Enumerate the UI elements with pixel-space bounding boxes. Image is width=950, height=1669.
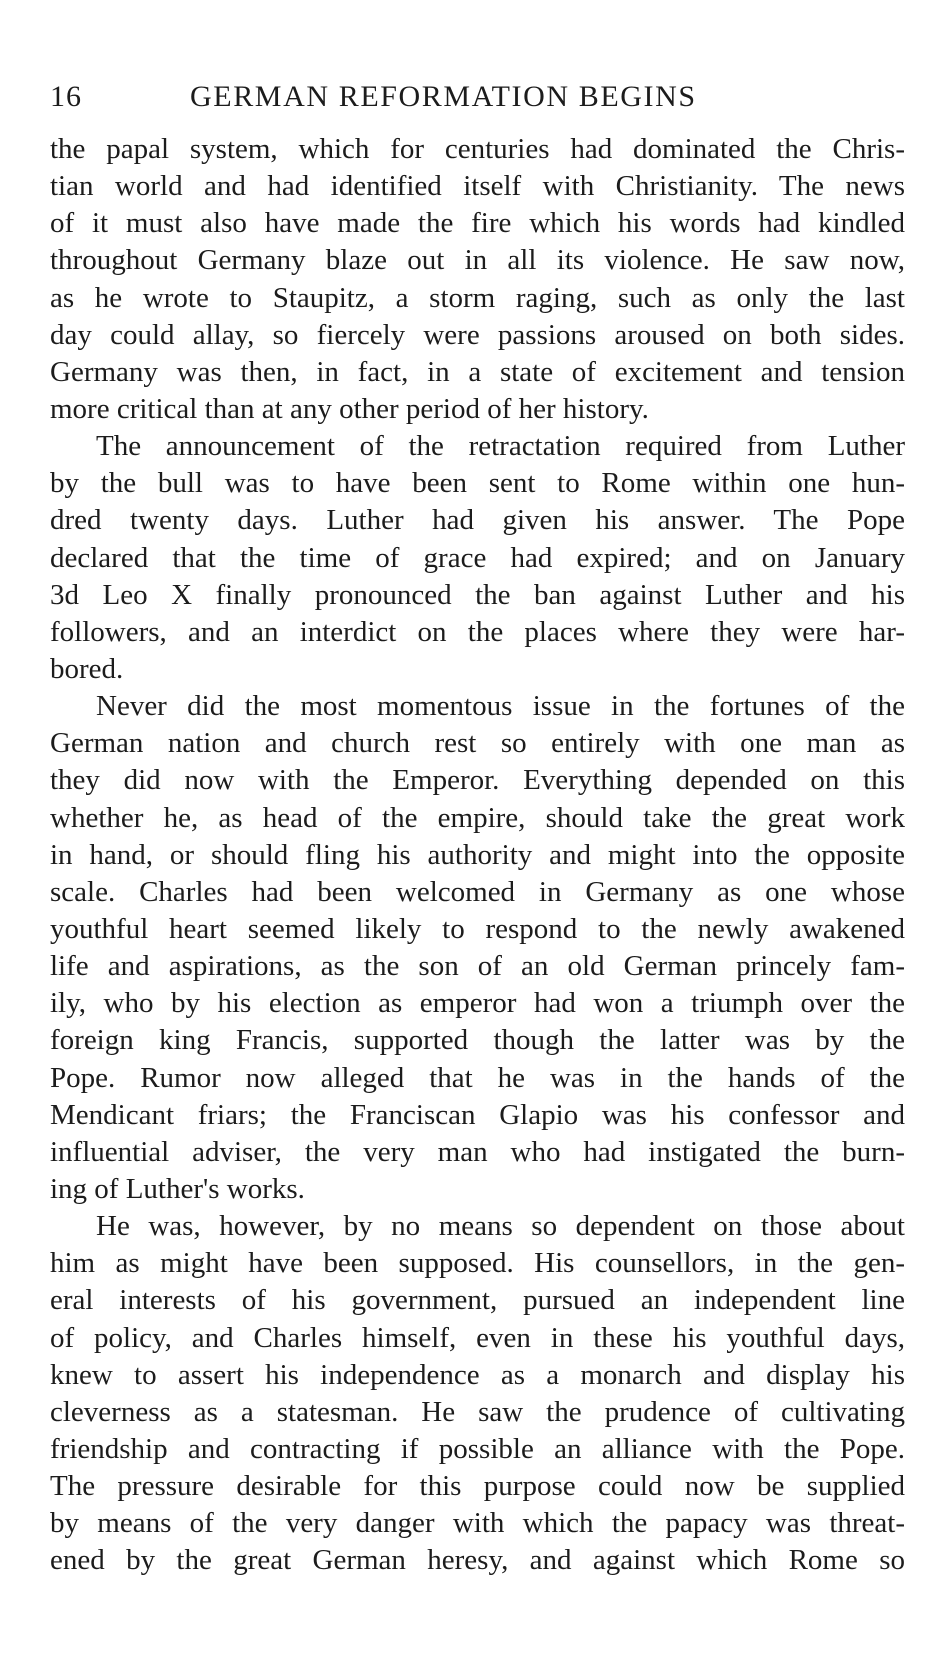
text-line: they did now with the Emperor. Everything depended on this: [50, 764, 905, 797]
text-line: He was, however, by no means so dependent on those about: [96, 1210, 905, 1243]
text-line: ily, who by his election as emperor had won a triumph over the: [50, 987, 905, 1020]
running-head: [50, 74, 905, 120]
text-line: friendship and contracting if possible an alliance with the Pope.: [50, 1432, 905, 1465]
text-line: life and aspirations, as the son of an old German princely fam-: [50, 950, 905, 983]
text-line: The pressure desirable for this purpose could now be supplied: [50, 1470, 905, 1503]
text-line: scale. Charles had been welcomed in Germany as one whose: [50, 875, 905, 908]
text-line: him as might have been supposed. His counsellors, in the gen-: [50, 1247, 905, 1280]
text-line: whether he, as head of the empire, should take the great work: [50, 801, 905, 834]
text-line: of it must also have made the fire which his words had kindled: [50, 207, 905, 240]
text-line: youthful heart seemed likely to respond to the newly awakened: [50, 912, 905, 945]
text-line: Mendicant friars; the Franciscan Glapio was his confessor and: [50, 1098, 905, 1131]
text-line: dred twenty days. Luther had given his answer. The Pope: [50, 504, 905, 537]
text-line: Germany was then, in fact, in a state of excitement and tension: [50, 355, 905, 388]
text-line: ened by the great German heresy, and against which Rome so: [50, 1544, 905, 1577]
text-line: ing of Luther's works.: [50, 1172, 305, 1205]
text-line: bored.: [50, 652, 124, 685]
text-line: by means of the very danger with which the papacy was threat-: [50, 1507, 905, 1540]
text-line: 3d Leo X finally pronounced the ban against Luther and his: [50, 578, 905, 611]
text-line: as he wrote to Staupitz, a storm raging, such as only the last: [50, 281, 905, 314]
text-line: day could allay, so fiercely were passions aroused on both sides.: [50, 318, 905, 351]
body-text: [50, 131, 905, 1579]
running-title: GERMAN REFORMATION BEGINS: [190, 80, 697, 113]
text-line: of policy, and Charles himself, even in these his youthful days,: [50, 1321, 905, 1354]
text-line: followers, and an interdict on the places where they were har-: [50, 615, 905, 648]
text-line: more critical than at any other period of her history.: [50, 392, 649, 425]
text-line: eral interests of his government, pursued an independent line: [50, 1284, 905, 1317]
text-line: in hand, or should fling his authority and might into the opposite: [50, 838, 905, 871]
page-number: 16: [50, 80, 82, 113]
text-line: tian world and had identified itself with Christianity. The news: [50, 170, 905, 203]
text-line: foreign king Francis, supported though the latter was by the: [50, 1024, 905, 1057]
text-line: Pope. Rumor now alleged that he was in the hands of the: [50, 1061, 905, 1094]
text-line: the papal system, which for centuries had dominated the Chris-: [50, 133, 905, 165]
text-line: by the bull was to have been sent to Rome within one hun-: [50, 467, 905, 500]
text-line: influential adviser, the very man who had instigated the burn-: [50, 1135, 905, 1168]
text-line: German nation and church rest so entirely with one man as: [50, 727, 905, 760]
text-line: knew to assert his independence as a monarch and display his: [50, 1358, 905, 1391]
text-line: throughout Germany blaze out in all its violence. He saw now,: [50, 244, 905, 277]
text-line: cleverness as a statesman. He saw the prudence of cultivating: [50, 1395, 905, 1428]
text-line: The announcement of the retractation required from Luther: [96, 430, 905, 463]
text-line: declared that the time of grace had expired; and on January: [50, 541, 905, 574]
text-line: Never did the most momentous issue in the fortunes of the: [96, 690, 905, 723]
